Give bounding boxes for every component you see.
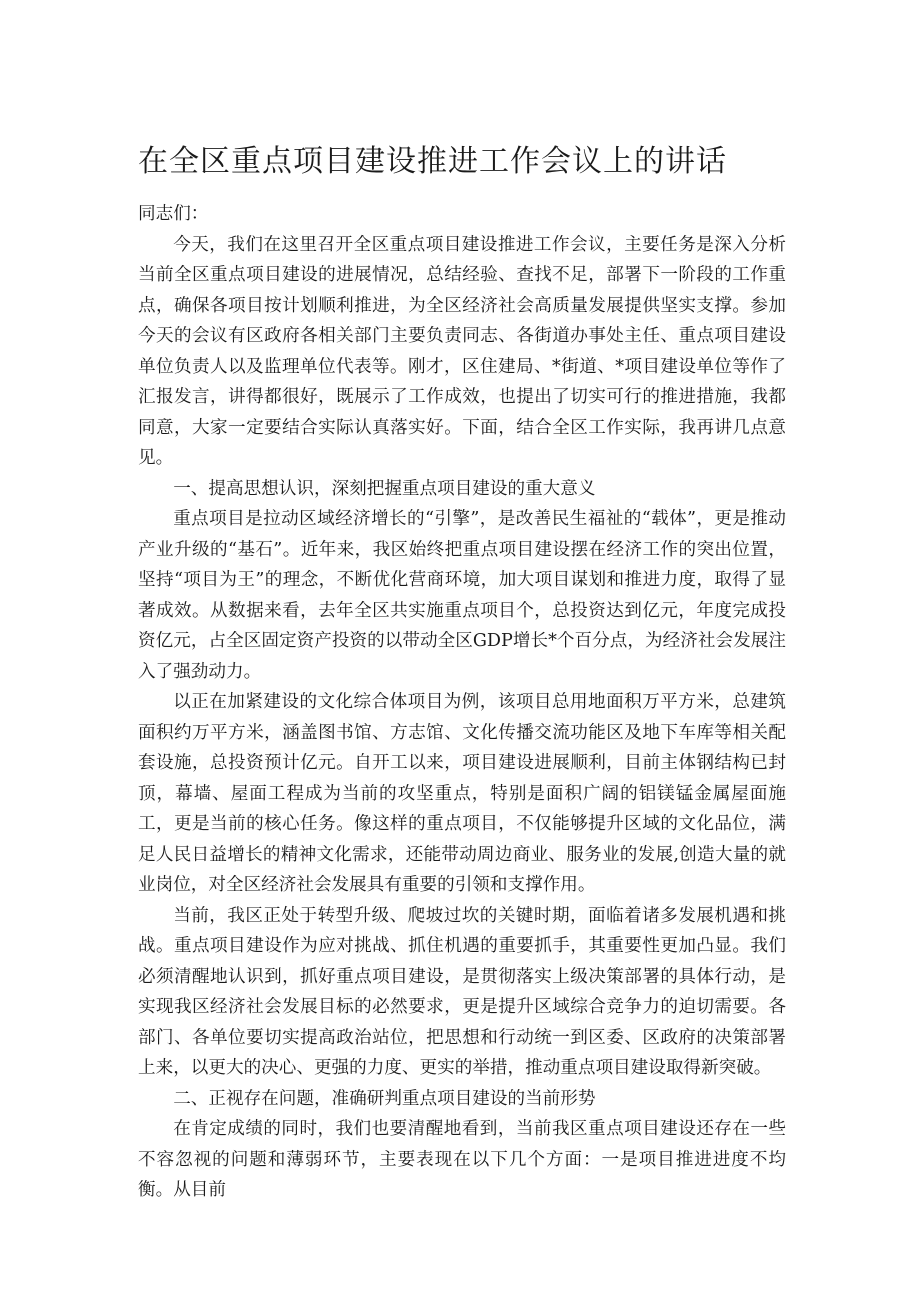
paragraph-current-period: 当前，我区正处于转型升级、爬坡过坎的关键时期，面临着诸多发展机遇和挑战。重点项目建设作为应对挑战、抓住机遇的重要抓手，其重要性更加凸显。我们必须清醒地认识到，抓好重点项目建设，是贯彻落实上级决策部署的具体行动，是实现我区经济社会发展目标的必然要求，更是提升区域综合竞争力的迫切需要。各部门、各单位要切实提高政治站位，把思想和行动统一到区委、区政府的决策部署上来，以更大的决心、更强的力度、更实的举措，推动重点项目建设取得新突破。 <box>138 905 786 1078</box>
document-title: 在全区重点项目建设推进工作会议上的讲话 <box>138 144 727 179</box>
section-heading-2: 二、正视存在问题，准确研判重点项目建设的当前形势 <box>173 1088 596 1109</box>
paragraph-problems: 在肯定成绩的同时，我们也要清醒地看到，当前我区重点项目建设还存在一些不容忽视的问题和薄弱环节，主要表现在以下几个方面：一是项目推进进度不均衡。从目前 <box>138 1119 786 1200</box>
greeting: 同志们： <box>138 204 209 224</box>
paragraph-opening: 今天，我们在这里召开全区重点项目建设推进工作会议，主要任务是深入分析当前全区重点项目建设的进展情况，总结经验、查找不足，部署下一阶段的工作重点，确保各项目按计划顺利推进，为全区经济社会高质量发展提供坚实支撑。参加今天的会议有区政府各相关部门主要负责同志、各街道办事处主任、重点项目建设单位负责人以及监理单位代表等。刚才，区住建局、*街道、*项目建设单位等作了汇报发言，讲得都很好，既展示了工作成效，也提出了切实可行的推进措施，我都同意，大家一定要结合实际认真落实好。下面，结合全区工作实际，我再讲几点意见。 <box>138 234 786 468</box>
document-body <box>138 199 786 1206</box>
paragraph-cultural-complex: 以正在加紧建设的文化综合体项目为例，该项目总用地面积万平方米，总建筑面积约万平方米，涵盖图书馆、方志馆、文化传播交流功能区及地下车库等相关配套设施，总投资预计亿元。自开工以来，项目建设进展顺利，目前主体钢结构已封顶，幕墙、屋面工程成为当前的攻坚重点，特别是面积广阔的铝镁锰金属屋面施工，更是当前的核心任务。像这样的重点项目，不仅能够提升区域的文化品位，满足人民日益增长的精神文化需求，还能带动周边商业、服务业的发展,创造大量的就业岗位，对全区经济社会发展具有重要的引领和支撑作用。 <box>138 692 786 895</box>
paragraph-significance: 重点项目是拉动区域经济增长的“引擎”，是改善民生福祉的“载体”，更是推动产业升级的“基石”。近年来，我区始终把重点项目建设摆在经济工作的突出位置，坚持“项目为王”的理念，不断优化营商环境，加大项目谋划和推进力度，取得了显著成效。从数据来看，去年全区共实施重点项目个，总投资达到亿元，年度完成投资亿元，占全区固定资产投资的以带动全区GDP增长*个百分点，为经济社会发展注入了强劲动力。 <box>138 509 786 682</box>
section-heading-1: 一、提高思想认识，深刻把握重点项目建设的重大意义 <box>173 478 596 499</box>
